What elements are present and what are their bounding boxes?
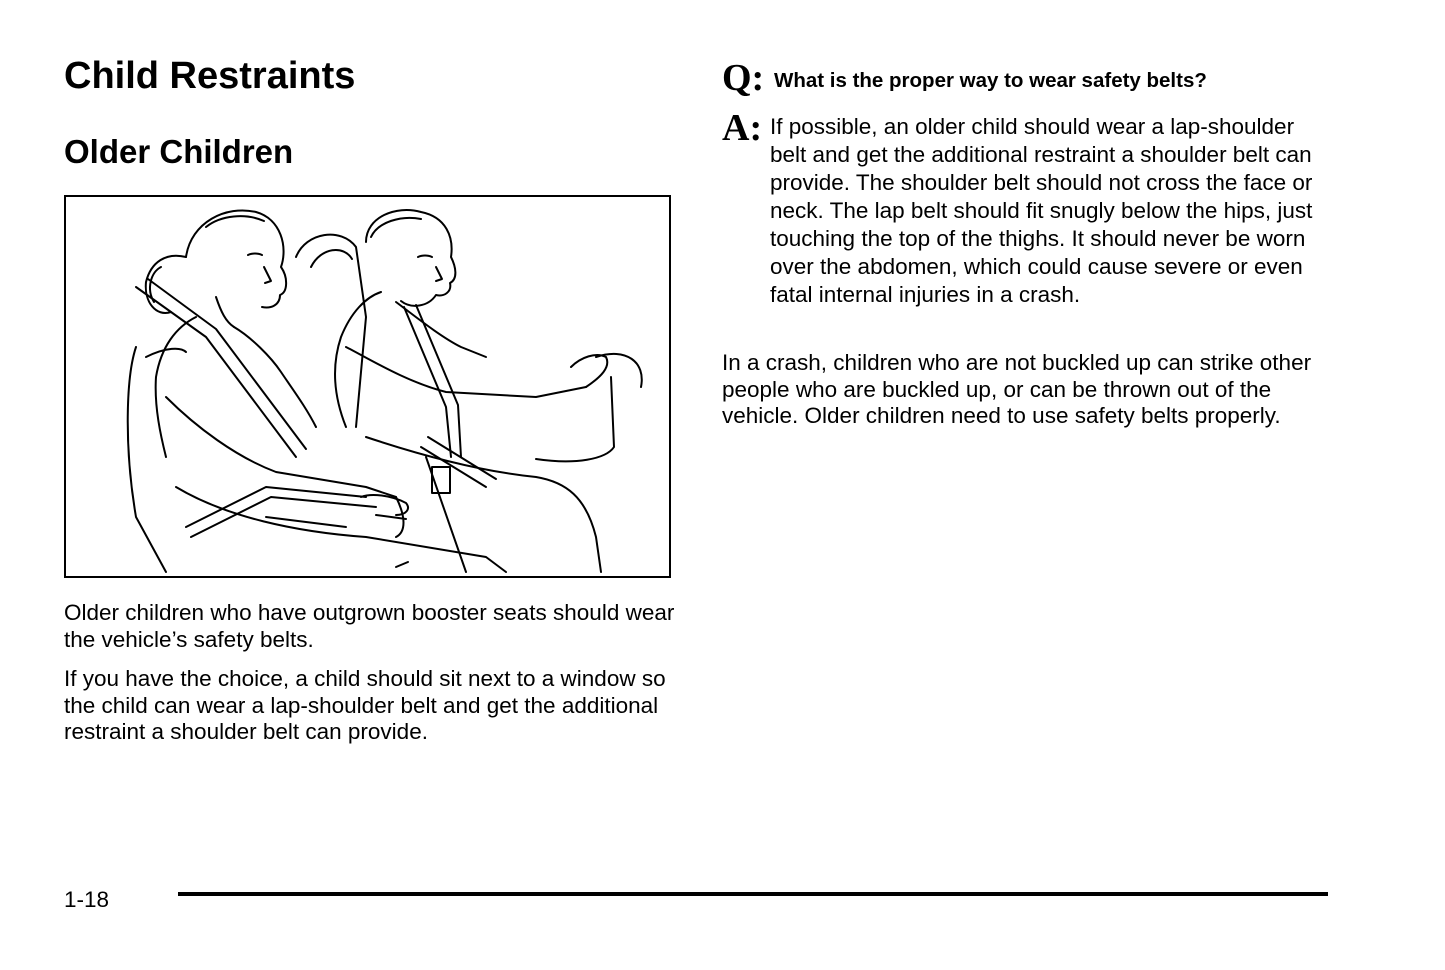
- answer-marker: A:: [722, 107, 763, 149]
- section-heading: Older Children: [64, 133, 294, 170]
- footer-rule: [178, 892, 1328, 896]
- question-text: What is the proper way to wear safety belts?: [774, 69, 1207, 92]
- answer-text: If possible, an older child should wear a lap-shoulder belt and get the additional restraint a shoulder belt can provide. The shoulder belt should not cross the face or neck. The lap belt should fit snugly below the hips, just touching the top of the thighs. It should never be worn over the abdomen, which could cause severe or even fatal internal injuries in a crash.: [770, 114, 1313, 307]
- paragraph-window-seat: If you have the choice, a child should sit next to a window so the child can wear a lap-shoulder belt and get the additional restraint a shoulder belt can provide.: [64, 666, 666, 744]
- page-number: 1-18: [64, 887, 110, 912]
- paragraph-crash-risk: In a crash, children who are not buckled up can strike other people who are buckled up, or can be thrown out of the vehicle. Older children need to use safety belts properly.: [722, 350, 1312, 428]
- seatbelt-illustration: [64, 195, 671, 578]
- paragraph-outgrown-booster: Older children who have outgrown booster seats should wear the vehicle’s safety belts.: [64, 600, 675, 652]
- page-title: Child Restraints: [64, 55, 356, 97]
- question-marker: Q:: [722, 57, 765, 99]
